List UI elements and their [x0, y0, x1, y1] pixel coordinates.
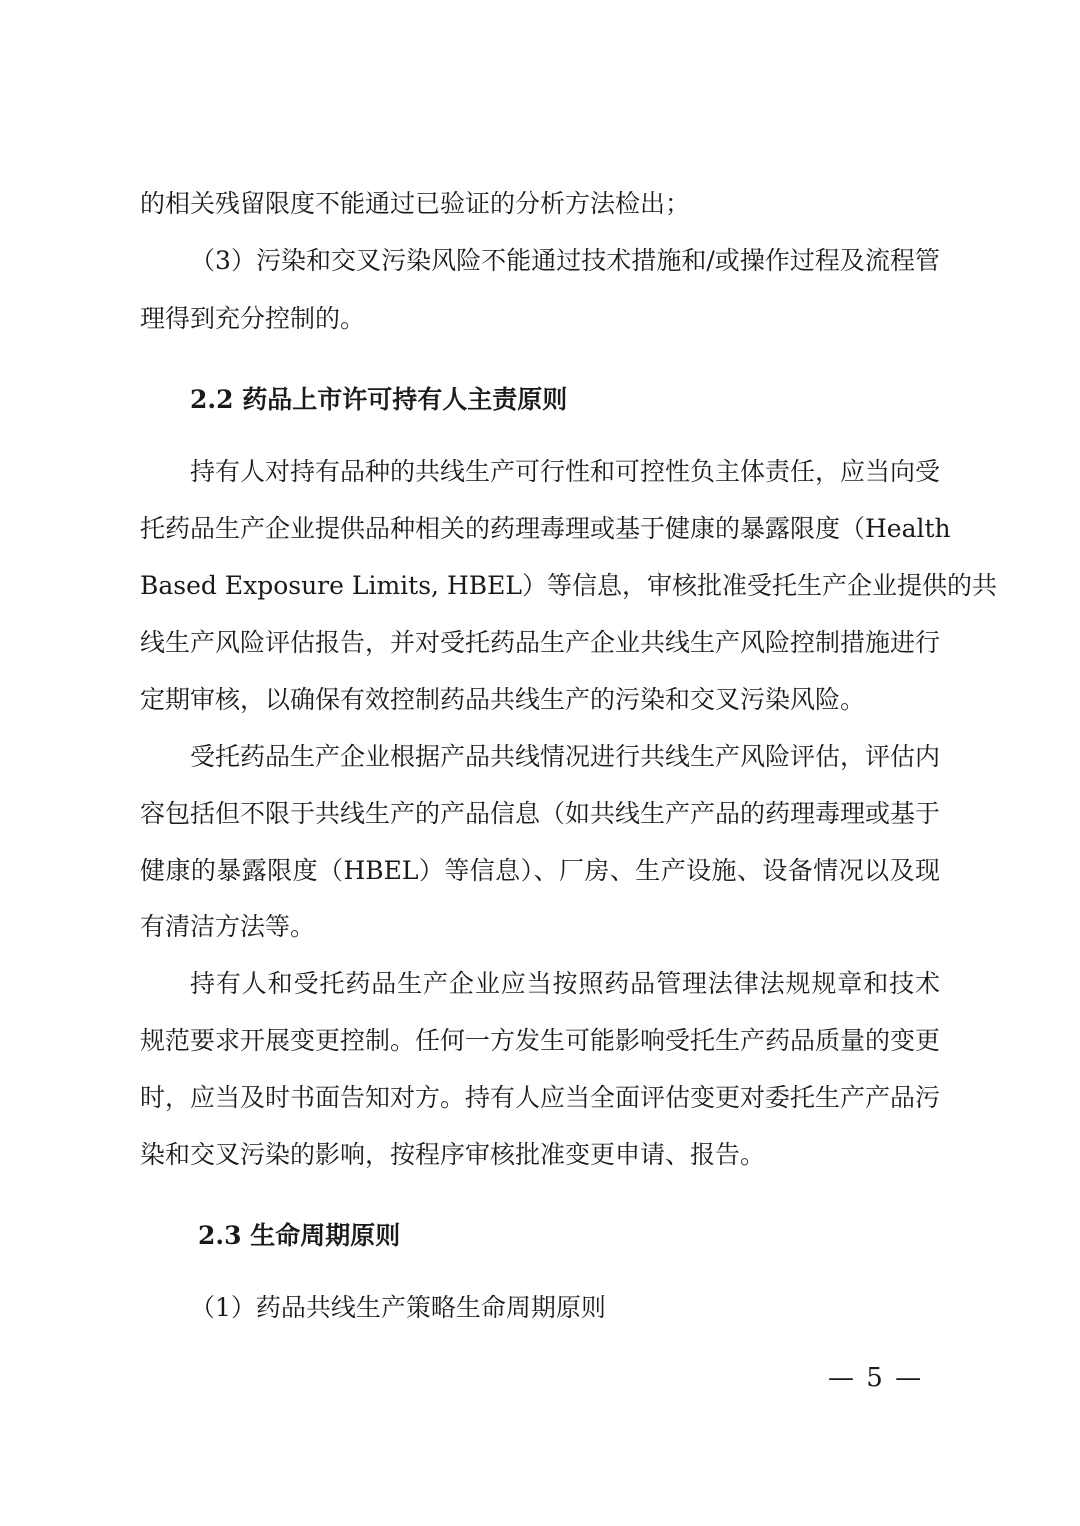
section-heading-2-3: 2.3 生命周期原则: [198, 1221, 401, 1250]
paragraph-line: 健康的暴露限度（HBEL）等信息）、厂房、生产设施、设备情况以及现: [140, 856, 940, 885]
paragraph-line: 染和交叉污染的影响，按程序审核批准变更申请、报告。: [140, 1140, 766, 1169]
paragraph-line: 托药品生产企业提供品种相关的药理毒理或基于健康的暴露限度（Health: [140, 514, 951, 543]
paragraph-line: 受托药品生产企业根据产品共线情况进行共线生产风险评估，评估内: [190, 742, 941, 771]
paragraph-line: 时，应当及时书面告知对方。持有人应当全面评估变更对委托生产产品污: [140, 1083, 941, 1112]
paragraph-line: 线生产风险评估报告，并对受托药品生产企业共线生产风险控制措施进行: [140, 628, 941, 657]
page-number: — 5 —: [828, 1363, 924, 1393]
paragraph-line: 持有人和受托药品生产企业应当按照药品管理法律法规规章和技术: [190, 969, 940, 998]
list-item-3-line: 理得到充分控制的。: [140, 304, 366, 333]
section-heading-2-2: 2.2 药品上市许可持有人主责原则: [190, 385, 568, 414]
paragraph-line: Based Exposure Limits, HBEL）等信息，审核批准受托生产企业提供的共: [140, 571, 997, 600]
paragraph-line: 规范要求开展变更控制。任何一方发生可能影响受托生产药品质量的变更: [140, 1026, 941, 1055]
paragraph-line: 定期审核，以确保有效控制药品共线生产的污染和交叉污染风险。: [140, 685, 866, 714]
list-item-3-line: （3）污染和交叉污染风险不能通过技术措施和/或操作过程及流程管: [190, 246, 940, 275]
paragraph-line: 有清洁方法等。: [140, 912, 316, 941]
paragraph-line: 容包括但不限于共线生产的产品信息（如共线生产产品的药理毒理或基于: [140, 799, 941, 828]
paragraph-line: 持有人对持有品种的共线生产可行性和可控性负主体责任，应当向受: [190, 457, 941, 486]
list-item-1: （1）药品共线生产策略生命周期原则: [190, 1293, 606, 1322]
body-text-line: 的相关残留限度不能通过已验证的分析方法检出；: [140, 189, 691, 218]
